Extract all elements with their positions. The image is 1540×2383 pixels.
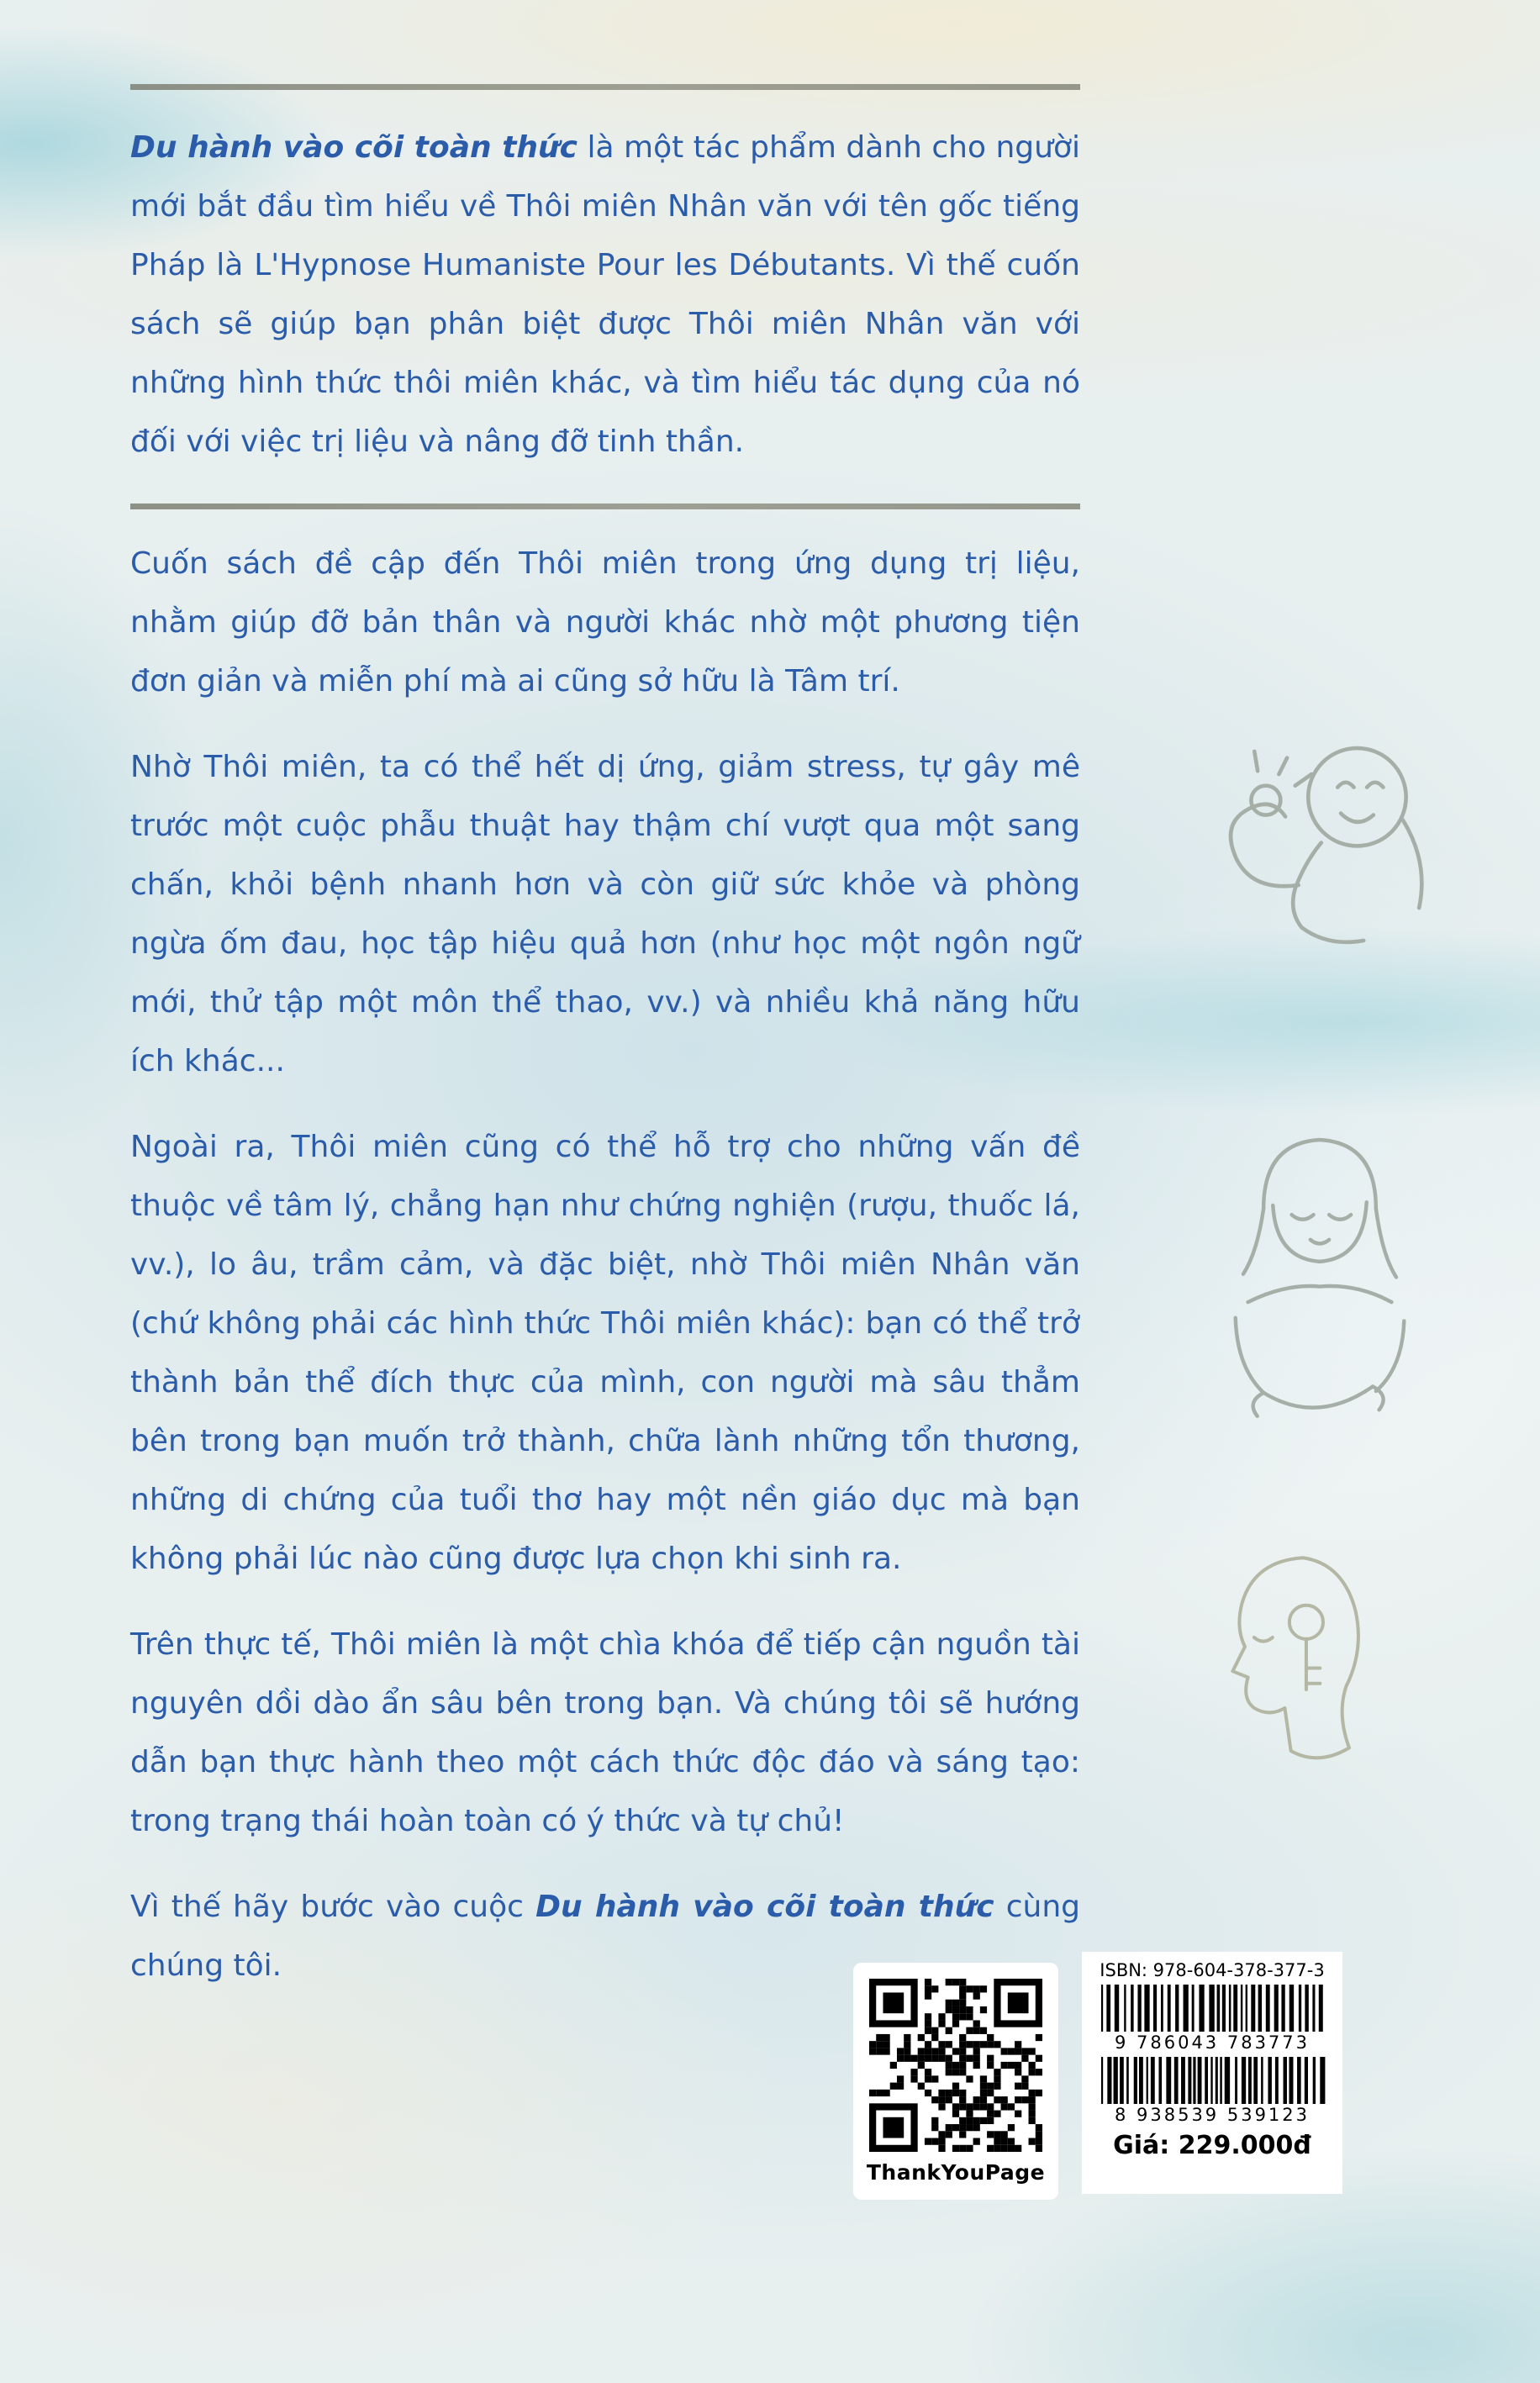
head-with-key-icon — [1206, 1542, 1379, 1803]
isbn-barcode-block — [1082, 1952, 1342, 2194]
key-paragraph: Trên thực tế, Thôi miên là một chìa khóa để tiếp cận nguồn tài nguyên dồi dào ẩn sâu bên trong bạn. Và chúng tôi sẽ hướng dẫn bạn thực hành theo một cách thức độc đáo và sáng tạo: trong trạng thái hoàn toàn có ý thức và tự chủ! — [130, 1627, 1080, 1838]
closing-post: cùng chúng tôi. — [130, 1890, 1080, 1983]
closing-pre: Vì thế hãy bước vào cuộc — [130, 1890, 536, 1924]
price: Giá: 229.000đ — [1113, 2131, 1311, 2160]
divider-middle — [130, 503, 1080, 509]
book-title-inline: Du hành vào cõi toàn thức — [130, 130, 578, 165]
isbn-number: ISBN: 978-604-378-377-3 — [1100, 1960, 1325, 1980]
ean-barcode-top — [1095, 1985, 1329, 2032]
qr-code-block — [853, 1963, 1058, 2200]
therapy-paragraph: Cuốn sách đề cập đến Thôi miên trong ứng dụng trị liệu, nhằm giúp đỡ bản thân và người khác nhờ một phương tiện đơn giản và miễn phí mà ai cũng sở hữu là Tâm trí. — [130, 546, 1080, 699]
ean-barcode-bottom — [1095, 2057, 1329, 2104]
intro-paragraph — [130, 119, 1080, 472]
divider-top — [130, 84, 1080, 90]
ean-digits-bottom: 8 938539 539123 — [1114, 2105, 1311, 2125]
psychology-paragraph: Ngoài ra, Thôi miên cũng có thể hỗ trợ cho những vấn đề thuộc về tâm lý, chẳng hạn như chứng nghiện (rượu, thuốc lá, vv.), lo âu, trầm cảm, và đặc biệt, nhờ Thôi miên Nhân văn (chứ không phải các hình thức Thôi miên khác): bạn có thể trở thành bản thể đích thực của mình, con người mà sâu thẳm bên trong bạn muốn trở thành, chữa lành những tổn thương, những di chứng của tuổi thơ hay một nền giáo dục mà bạn không phải lúc nào cũng được lựa chọn khi sinh ra. — [130, 1130, 1080, 1576]
qr-label: ThankYouPage — [866, 2159, 1046, 2185]
book-title-inline-2: Du hành vào cõi toàn thức — [535, 1890, 994, 1924]
ean-digits-top: 9 786043 783773 — [1114, 2032, 1311, 2053]
benefits-paragraph: Nhờ Thôi miên, ta có thể hết dị ứng, giảm stress, tự gây mê trước một cuộc phẫu thuật hay thậm chí vượt qua một sang chấn, khỏi bệnh nhanh hơn và còn giữ sức khỏe và phòng ngừa ốm đau, học tập hiệu quả hơn (như học một ngôn ngữ mới, thử tập một môn thể thao, vv.) và nhiều khả năng hữu ích khác... — [130, 750, 1080, 1078]
qr-code — [869, 1979, 1042, 2152]
flexing-person-icon — [1181, 719, 1450, 996]
self-hug-woman-icon — [1194, 1118, 1446, 1446]
intro-paragraph-text: là một tác phẩm dành cho người mới bắt đầu tìm hiểu về Thôi miên Nhân văn với tên gốc tiếng Pháp là L'Hypnose Humaniste Pour les Débutants. Vì thế cuốn sách sẽ giúp bạn phân biệt được Thôi miên Nhân văn với những hình thức thôi miên khác, và tìm hiểu tác dụng của nó đối với việc trị liệu và nâng đỡ tinh thần. — [130, 130, 1080, 459]
back-cover-text — [130, 84, 1080, 2022]
